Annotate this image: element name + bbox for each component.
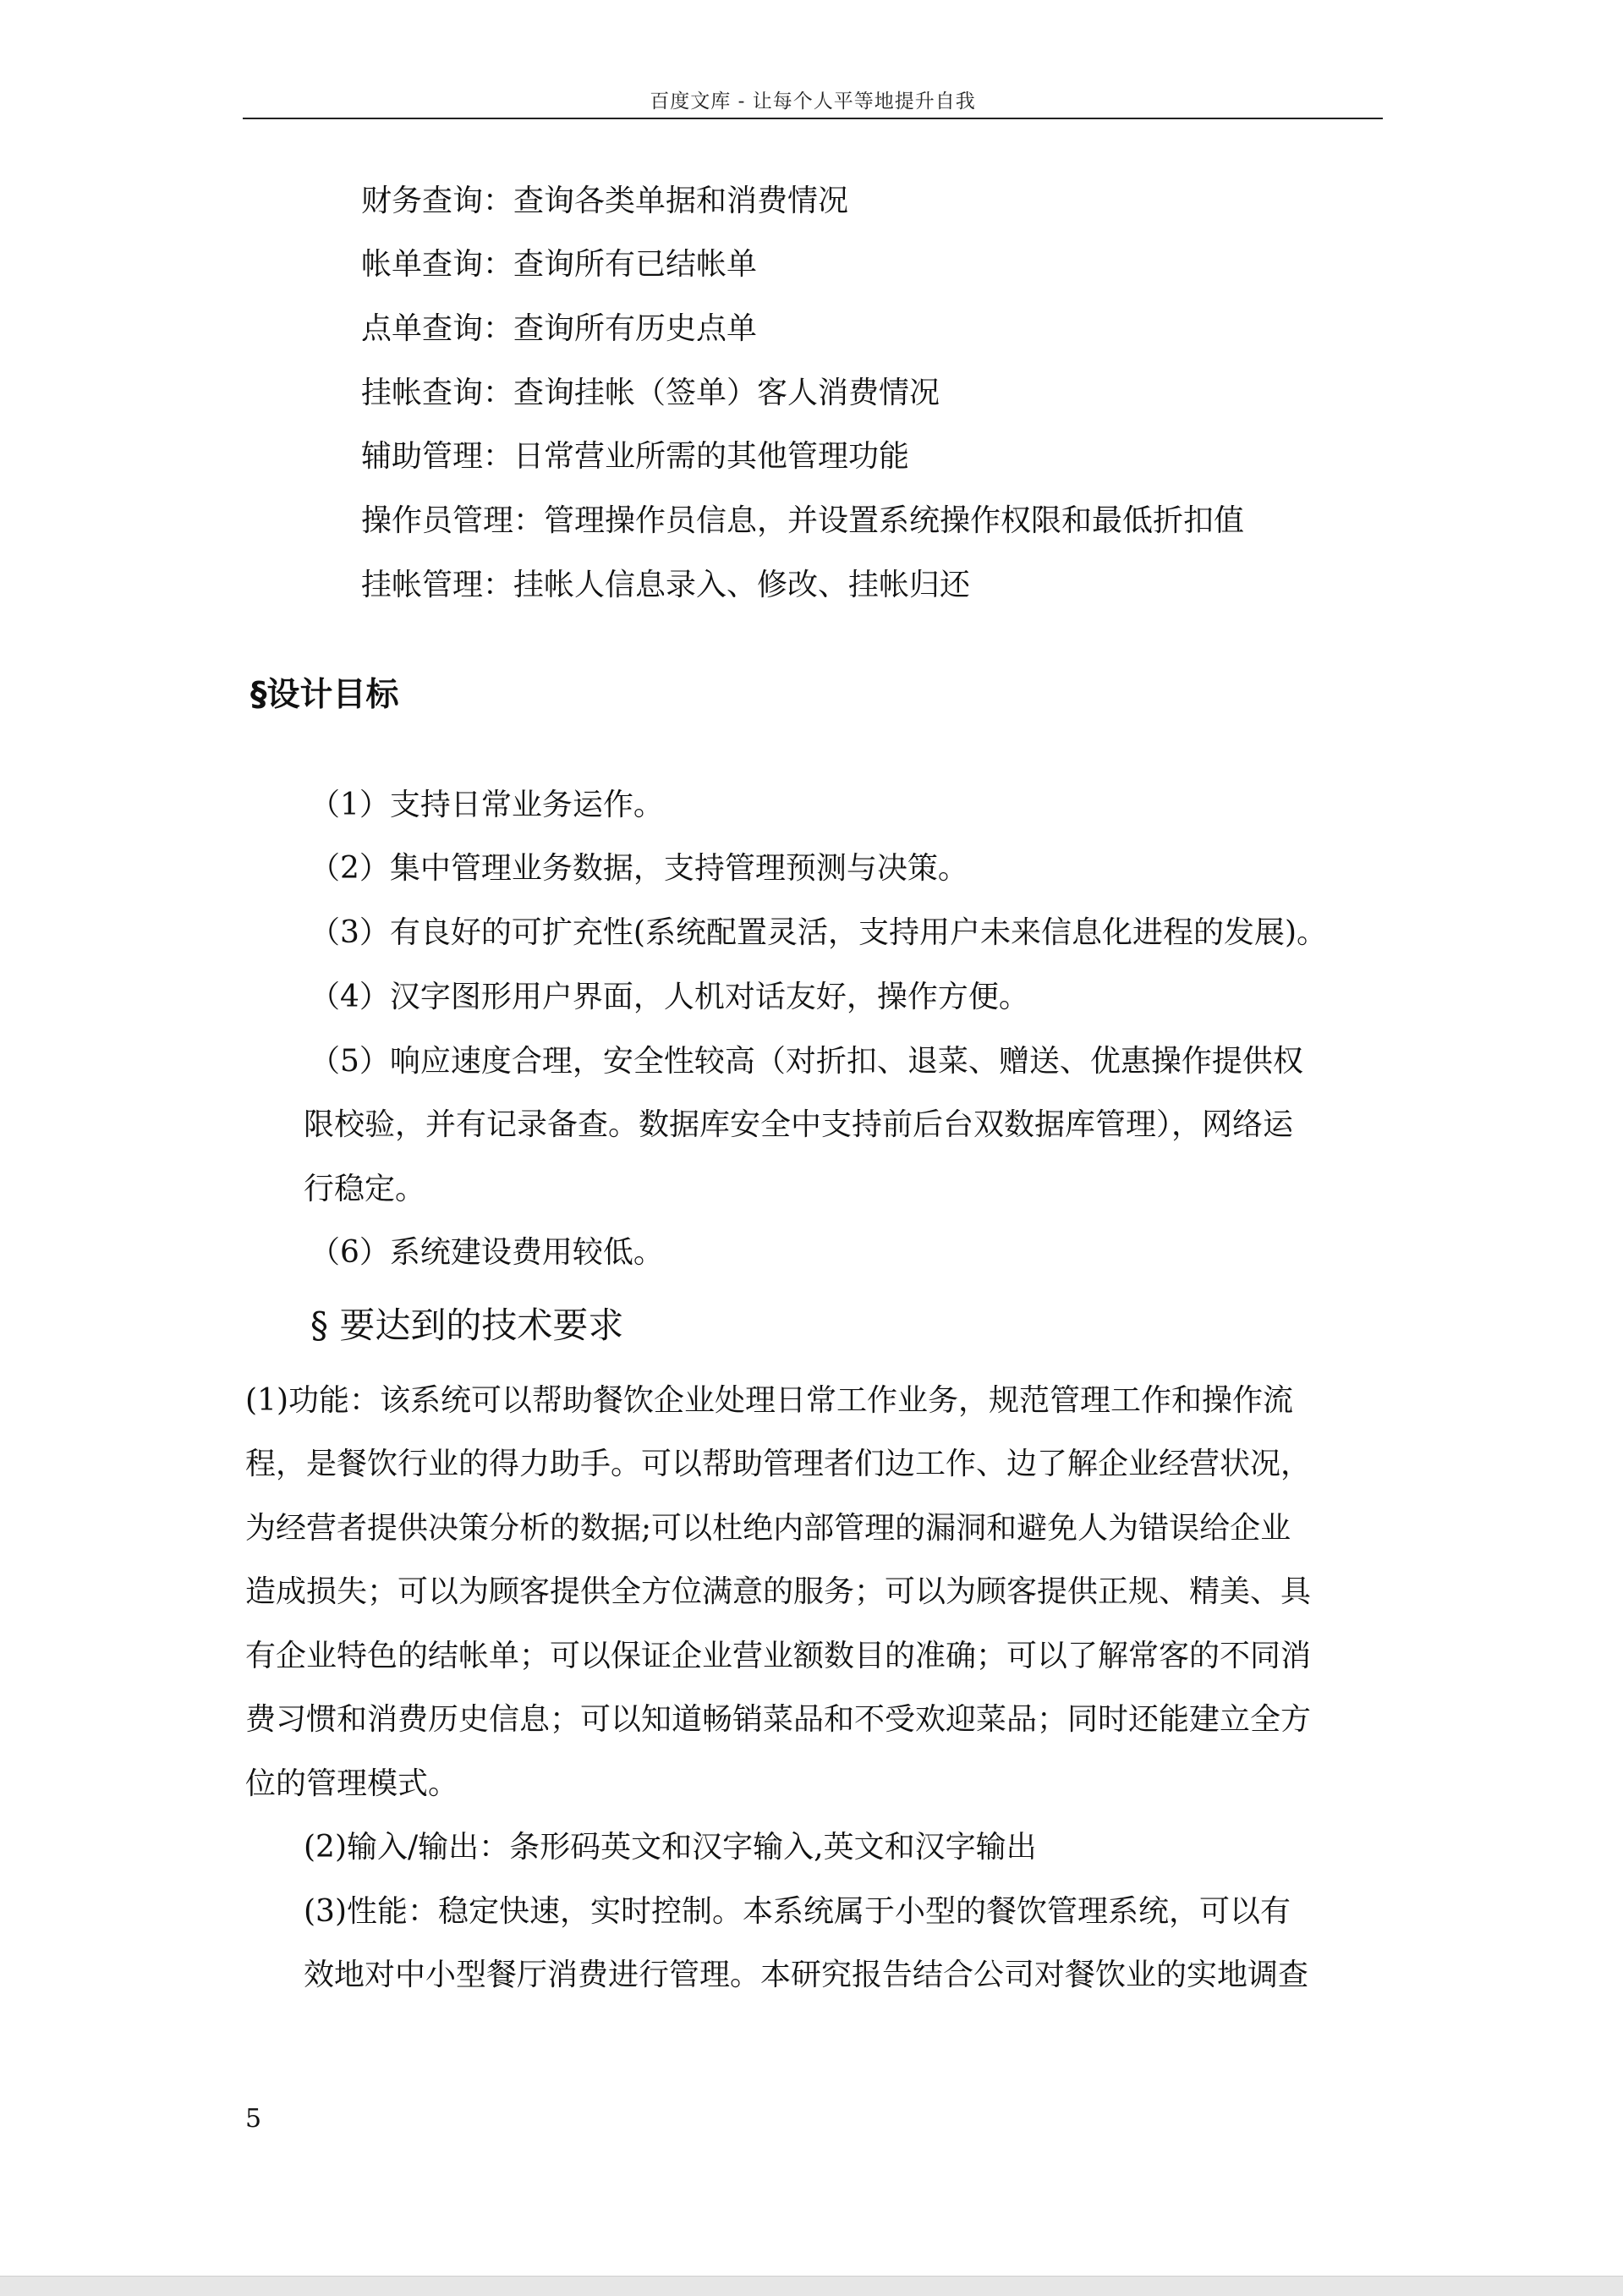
menu-item-operator-management: 操作员管理：管理操作员信息，并设置系统操作权限和最低折扣值 <box>361 503 1245 538</box>
menu-item-finance-query: 财务查询：查询各类单据和消费情况 <box>361 184 849 218</box>
function-line-1: (1)功能：该系统可以帮助餐饮企业处理日常工作业务，规范管理工作和操作流 <box>245 1383 1293 1418</box>
section-heading-tech-requirements: § 要达到的技术要求 <box>310 1305 624 1346</box>
performance-line-2: 效地对中小型餐厅消费进行管理。本研究报告结合公司对餐饮业的实地调查 <box>304 1958 1309 1992</box>
function-line-3: 为经营者提供决策分析的数据;可以杜绝内部管理的漏洞和避免人为错误给企业 <box>245 1511 1291 1546</box>
function-line-5: 有企业特色的结帐单；可以保证企业营业额数目的准确；可以了解常客的不同消 <box>245 1639 1312 1673</box>
performance-line-1: (3)性能：稳定快速，实时控制。本系统属于小型的餐饮管理系统，可以有 <box>304 1894 1291 1929</box>
header-rule <box>243 118 1383 119</box>
io-line: (2)输入/输出：条形码英文和汉字输入,英文和汉字输出 <box>304 1830 1037 1865</box>
design-goal-5-line-2: 限校验，并有记录备查。数据库安全中支持前后台双数据库管理），网络运 <box>304 1107 1294 1142</box>
design-goal-1: （1）支持日常业务运作。 <box>310 788 664 822</box>
function-line-4: 造成损失；可以为顾客提供全方位满意的服务；可以为顾客提供正规、精美、具 <box>245 1574 1312 1609</box>
menu-item-credit-management: 挂帐管理：挂帐人信息录入、修改、挂帐归还 <box>361 568 971 602</box>
design-goal-3: （3）有良好的可扩充性(系统配置灵活，支持用户未来信息化进程的发展)。 <box>310 915 1327 950</box>
design-goal-2: （2）集中管理业务数据，支持管理预测与决策。 <box>310 851 968 886</box>
design-goal-5-line-1: （5）响应速度合理，安全性较高（对折扣、退菜、赠送、优惠操作提供权 <box>310 1044 1303 1079</box>
design-goal-6: （6）系统建设费用较低。 <box>310 1235 664 1270</box>
section-heading-design-goals: §设计目标 <box>250 676 399 714</box>
menu-item-credit-query: 挂帐查询：查询挂帐（签单）客人消费情况 <box>361 376 940 410</box>
page-number: 5 <box>245 2104 262 2134</box>
function-line-2: 程，是餐饮行业的得力助手。可以帮助管理者们边工作、边了解企业经营状况， <box>245 1447 1312 1481</box>
menu-item-order-query: 点单查询：查询所有历史点单 <box>361 311 758 346</box>
function-line-6: 费习惯和消费历史信息；可以知道畅销菜品和不受欢迎菜品；同时还能建立全方 <box>245 1702 1312 1737</box>
design-goal-4: （4）汉字图形用户界面，人机对话友好，操作方便。 <box>310 980 1029 1014</box>
design-goal-5-line-3: 行稳定。 <box>304 1172 426 1206</box>
menu-item-bill-query: 帐单查询：查询所有已结帐单 <box>361 247 758 282</box>
menu-item-aux-management: 辅助管理：日常营业所需的其他管理功能 <box>361 439 910 474</box>
page-header: 百度文库 - 让每个人平等地提升自我 <box>650 91 976 113</box>
page-bottom-border <box>0 2276 1623 2296</box>
function-line-7: 位的管理模式。 <box>245 1766 459 1801</box>
